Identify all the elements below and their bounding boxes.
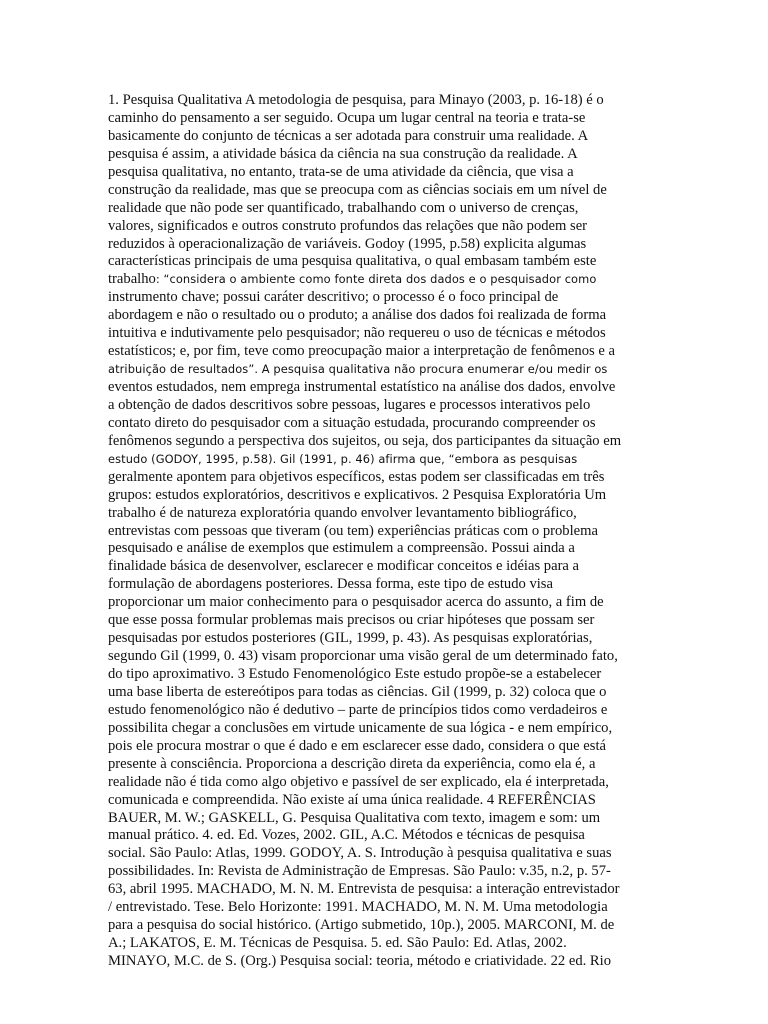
text-line: pesquisa qualitativa, no entanto, trata-se de uma atividade da ciência, que visa a — [108, 163, 574, 180]
text-line: do tipo aproximativo. 3 Estudo Fenomenológico Este estudo propõe-se a estabelecer — [108, 666, 602, 682]
text-line: social. São Paulo: Atlas, 1999. GODOY, A. S. Introdução à pesquisa qualitativa e suas — [108, 845, 612, 862]
text-line: realidade não é tida como algo objetivo e passível de ser explicado, ela é interpretada, — [108, 773, 609, 790]
text-line: possibilidades. In: Revista de Administração de Empresas. São Paulo: v.35, n.2, p. 57- — [108, 863, 611, 880]
text-line: caminho do pensamento a ser seguido. Ocupa um lugar central na teoria e trata-se — [108, 109, 586, 126]
text-line: pesquisadas por estudos posteriores (GIL, 1999, p. 43). As pesquisas exploratórias, — [108, 630, 593, 647]
text-line: instrumento chave; possui caráter descritivo; o processo é o foco principal de — [108, 289, 559, 306]
text-line: BAUER, M. W.; GASKELL, G. Pesquisa Qualitativa com texto, imagem e som: um — [108, 809, 601, 826]
text-line: intuitiva e indutivamente pelo pesquisador; não requereu o uso de técnicas e métodos — [108, 325, 606, 342]
text-line: reduzidos à operacionalização de variáveis. Godoy (1995, p.58) explicita algumas — [108, 235, 587, 252]
text-line: que esse possa formular problemas mais precisos ou criar hipóteses que possam ser — [108, 612, 595, 629]
text-line: proporcionar um maior conhecimento para o pesquisador acerca do assunto, a fim de — [108, 594, 604, 611]
text-line: contato direto do pesquisador com a situação estudada, procurando compreender os — [108, 414, 596, 431]
text-line: valores, significados e outros construto profundos das relações que não podem ser — [108, 217, 588, 234]
text-segment-alt-font: : “considera o ambiente como fonte direta dos dados e o pesquisador como — [155, 272, 597, 287]
text-line: fenômenos segundo a perspectiva dos sujeitos, ou seja, dos participantes da situação em — [108, 432, 622, 449]
text-line: / entrevistado. Tese. Belo Horizonte: 1991. MACHADO, M. N. M. Uma metodologia — [108, 899, 608, 916]
text-line: presente à consciência. Proporciona a descrição direta da experiência, como ela é, a — [108, 755, 596, 772]
text-line: formulação de abordagens posteriores. Dessa forma, este tipo de estudo visa — [108, 576, 553, 593]
document-page — [108, 92, 656, 971]
text-line: 1. Pesquisa Qualitativa A metodologia de pesquisa, para Minayo (2003, p. 16-18) é o — [108, 92, 604, 108]
text-line: comunicada e compreendida. Não existe aí uma única realidade. 4 REFERÊNCIAS — [108, 791, 596, 808]
text-line: realidade que não pode ser quantificado, trabalhando com o universo de crenças, — [108, 199, 579, 216]
text-line: geralmente apontem para objetivos específicos, estas podem ser classificadas em três — [108, 468, 605, 485]
text-line: trabalho é de natureza exploratória quando envolver levantamento bibliográfico, — [108, 504, 577, 521]
text-line — [108, 271, 656, 289]
text-line-alt-font: atribuição de resultados”. A pesquisa qualitativa não procura enumerar e/ou medir os — [108, 362, 608, 377]
text-line: A.; LAKATOS, E. M. Técnicas de Pesquisa. 5. ed. São Paulo: Ed. Atlas, 2002. — [108, 935, 567, 952]
text-line: grupos: estudos exploratórios, descritivos e explicativos. 2 Pesquisa Exploratória Um — [108, 486, 607, 503]
text-line: construção da realidade, mas que se preocupa com as ciências sociais em um nível de — [108, 181, 607, 198]
text-line: a obtenção de dados descritivos sobre pessoas, lugares e processos interativos pelo — [108, 396, 591, 413]
text-line: 63, abril 1995. MACHADO, M. N. M. Entrevista de pesquisa: a interação entrevistador — [108, 881, 620, 898]
text-line: estudo fenomenológico não é dedutivo – parte de princípios tidos como verdadeiros e — [108, 701, 608, 718]
text-line: basicamente do conjunto de técnicas a ser adotada para construir uma realidade. A — [108, 127, 589, 144]
text-line: eventos estudados, nem emprega instrumental estatístico na análise dos dados, envolve — [108, 379, 616, 395]
text-line: características principais de uma pesquisa qualitativa, o qual embasam também este — [108, 253, 597, 270]
text-line: pesquisa é assim, a atividade básica da ciência na sua construção da realidade. A — [108, 145, 578, 162]
text-line: manual prático. 4. ed. Ed. Vozes, 2002. GIL, A.C. Métodos e técnicas de pesquisa — [108, 827, 585, 844]
text-line: pesquisado e análise de exemplos que estimulem a compreensão. Possui ainda a — [108, 540, 575, 557]
text-line: segundo Gil (1999, 0. 43) visam proporcionar uma visão geral de um determinado fato, — [108, 648, 618, 665]
text-line: para a pesquisa do social histórico. (Artigo submetido, 10p.), 2005. MARCONI, M. de — [108, 917, 615, 934]
text-line: possibilita chegar a conclusões em virtude unicamente de sua lógica - e nem empírico, — [108, 719, 613, 736]
text-line: finalidade básica de desenvolver, esclarecer e modificar conceitos e idéias para a — [108, 558, 580, 575]
text-line: MINAYO, M.C. de S. (Org.) Pesquisa social: teoria, método e criatividade. 22 ed. Rio — [108, 953, 611, 969]
text-line: estatísticos; e, por fim, teve como preocupação maior a interpretação de fenômenos e a — [108, 343, 615, 360]
text-line: abordagem e não o resultado ou o produto; a análise dos dados foi realizada de forma — [108, 307, 607, 324]
text-line-alt-font: estudo (GODOY, 1995, p.58). Gil (1991, p. 46) afirma que, “embora as pesquisas — [108, 451, 578, 466]
text-line: entrevistas com pessoas que tiveram (ou tem) experiências práticas com o problema — [108, 522, 598, 539]
text-segment: trabalho — [108, 271, 156, 288]
text-line: uma base liberta de estereótipos para todas as ciências. Gil (1999, p. 32) coloca que o — [108, 683, 607, 700]
text-line: pois ele procura mostrar o que é dado e em esclarecer esse dado, considera o que está — [108, 737, 606, 754]
